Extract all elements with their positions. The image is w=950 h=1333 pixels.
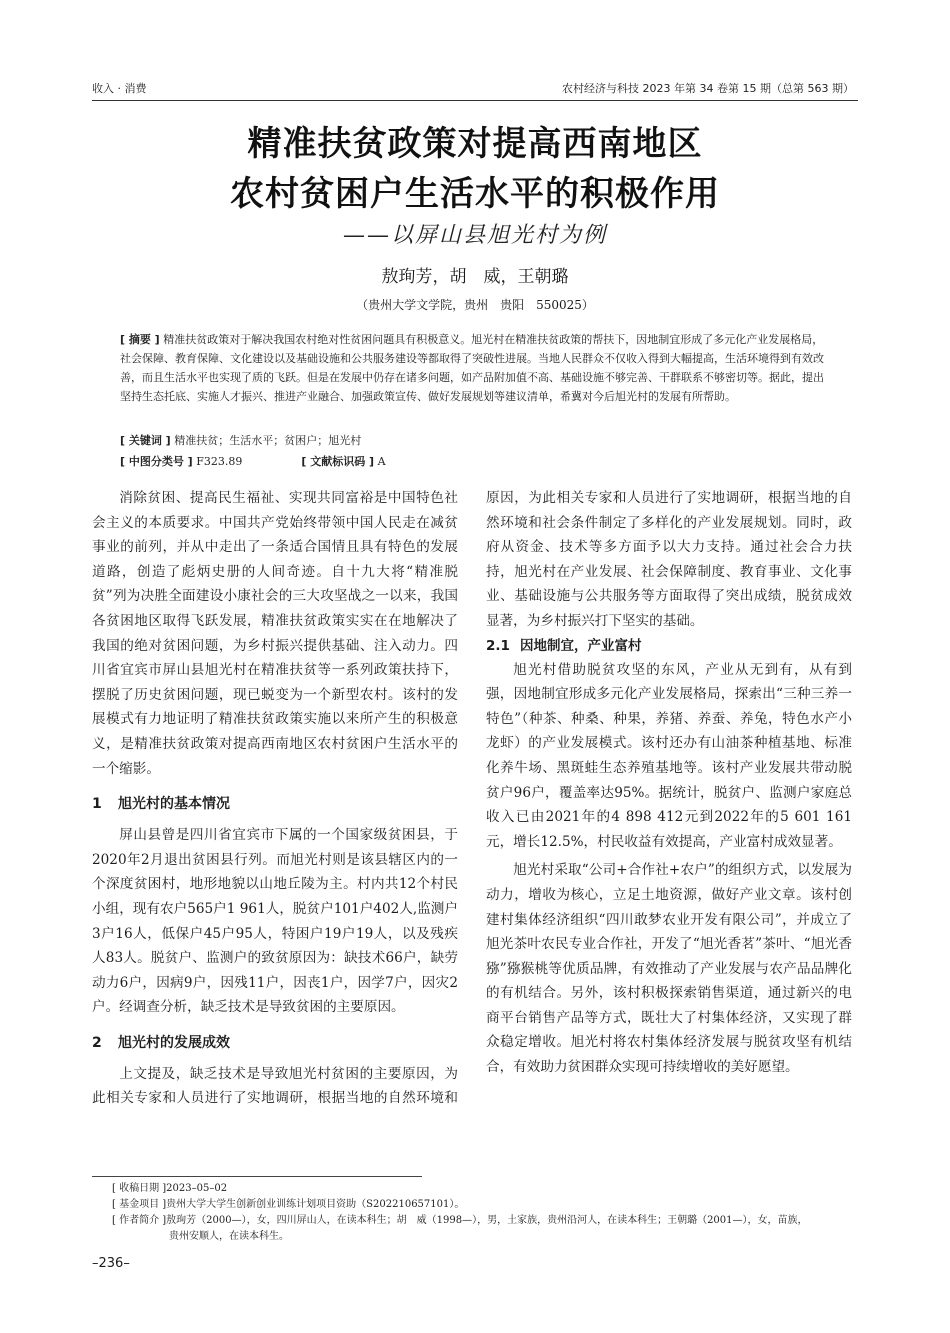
subsection-2-1-paragraph-2: 旭光村采取“公司+合作社+农户”的组织方式，以发展为动力，增收为核心，立足土地资源，做好产业文章。该村创建村集体经济组织“四川敢梦农业开发有限公司”，并成立了旭光茶叶农民专业合作社，开发了“旭光香茗”茶叶、“旭光香猕”猕猴桃等优质品牌，有效推动了产业发展与农产品品牌化的有机结合。另外，该村积极探索销售渠道，通过新兴的电商平台销售产品等方式，既壮大了村集体经济，又实现了群众稳定增收。旭光村将农村集体经济发展与脱贫攻坚有机结合，有效助力贫困群众实现可持续增收的美好愿望。 bbox=[486, 862, 852, 1076]
section-1-title: 旭光村的基本情况 bbox=[118, 796, 230, 813]
subsection-2-1-paragraph-1: 旭光村借助脱贫攻坚的东风，产业从无到有，从有到强，因地制宜形成多元化产业发展格局，探索出“三种三养一特色”（种茶、种桑、种果，养猪、养蚕、养兔，特色水产小龙虾）的产业发展模式。该村还办有山油茶种植基地、标准化养牛场、黑斑蛙生态养殖基地等。该村产业发展共带动脱贫户96户，覆盖率达95%。据统计，脱贫户、监测户家庭总收入已由2021年的4 898 412元到2022年的5 601 161元，增长12.5%，村民收益有效提高，产业富村成效显著。 bbox=[486, 661, 852, 850]
intro-paragraph: 消除贫困、提高民生福祉、实现共同富裕是中国特色社会主义的本质要求。中国共产党始终带领中国人民走在减贫事业的前列，并从中走出了一条适合国情且具有特色的发展道路，创造了彪炳史册的人间奇迹。自十九大将“精准脱贫”列为决胜全面建设小康社会的三大攻坚战之一以来，我国各贫困地区取得飞跃发展，精准扶贫政策实实在在地解决了我国的绝对贫困问题，为乡村振兴提供基础、注入动力。四川省宜宾市屏山县旭光村在精准扶贫等一系列政策扶持下，摆脱了历史贫困问题，现已蜕变为一个新型农村。该村的发展模式有力地证明了精准扶贫政策实施以来所产生的积极意义，是精准扶贫政策对提高西南地区农村贫困户生活水平的一个缩影。 bbox=[92, 490, 458, 777]
article-subtitle: ——以屏山县旭光村为例 bbox=[342, 223, 607, 248]
body-column-right bbox=[486, 486, 852, 1080]
keywords bbox=[120, 431, 832, 450]
received-label: [ 收稿日期 ] bbox=[112, 1183, 167, 1194]
abstract bbox=[120, 330, 832, 406]
section-1-number: 1 bbox=[92, 796, 102, 813]
received-date: 2023–05–02 bbox=[166, 1183, 228, 1194]
footnote-author bbox=[112, 1213, 862, 1245]
article-title-line1: 精准扶贫政策对提高西南地区 bbox=[247, 124, 703, 164]
abstract-text: 精准扶贫政策对于解决我国农村绝对性贫困问题具有积极意义。旭光村在精准扶贫政策的帮扶下，因地制宜形成了多元化产业发展格局，社会保障、教育保障、文化建设以及基础设施和公共服务建设等都取得了突破性进展。当地人民群众不仅收入得到大幅提高，生活环境得到有效改善，而且生活水平也实现了质的飞跃。但是在发展中仍存在诸多问题，如产品附加值不高、基础设施不够完善、干群联系不够密切等。据此，提出坚持生态托底、实施人才振兴、推进产业融合、加强政策宣传、做好发展规划等建议清单，希冀对今后旭光村的发展有所帮助。 bbox=[120, 333, 824, 403]
author-bio-line1: 敖珣芳（2000—），女，四川屏山人，在读本科生；胡 威（1998—），男，土家族，贵州沿河人，在读本科生；王朝璐（2001—），女，苗族， bbox=[166, 1215, 808, 1226]
abstract-label: [ 摘要 ] bbox=[120, 333, 160, 346]
section-2-number: 2 bbox=[92, 1034, 102, 1051]
clc-value: F323.89 bbox=[196, 455, 243, 468]
section-1-heading bbox=[92, 793, 458, 815]
page-number: –236– bbox=[92, 1256, 130, 1271]
section-1-paragraph: 屏山县曾是四川省宜宾市下属的一个国家级贫困县，于2020年2月退出贫困县行列。而旭光村则是该县辖区内的一个深度贫困村，地形地貌以山地丘陵为主。村内共12个村民小组，现有农户565户1 961人，脱贫户101户402人,监测户3户16人，低保户45户95人，特困户19户19人，以及残疾人83人。脱贫户、监测户的致贫原因为：缺技术66户，缺劳动力6户，因病9户，因残11户，因丧1户，因学7户，因灾2户。经调查分析，缺乏技术是导致贫困的主要原因。 bbox=[92, 827, 458, 1016]
footnote-received bbox=[112, 1181, 862, 1197]
authors: 敖珣芳，胡 威，王朝璐 bbox=[381, 267, 569, 287]
body-column-left bbox=[92, 486, 458, 1110]
section-2-paragraph-continued: 原因，为此相关专家和人员进行了实地调研，根据当地的自然环境和社会条件制定了多样化的产业发展规划。同时，政府从资金、技术等多方面予以大力支持。通过社会合力扶持，旭光村在产业发展、社会保障制度、教育事业、文化事业、基础设施与公共服务等方面取得了突出成绩，脱贫成效显著，为乡村振兴打下坚实的基础。 bbox=[486, 490, 852, 629]
running-header-section: 收入 · 消费 bbox=[92, 82, 147, 95]
section-2-paragraph: 上文提及，缺乏技术是导致旭光村贫困的主要原因，为此相关专家和人员进行了实地调研，根据当地的自然环境和 bbox=[92, 1065, 458, 1107]
footnote-rule bbox=[92, 1176, 422, 1177]
header-rule bbox=[92, 100, 858, 101]
clc-label: [ 中图分类号 ] bbox=[120, 455, 193, 468]
subsection-2-1-title: 因地制宜，产业富村 bbox=[520, 637, 642, 654]
doc-code-value: A bbox=[377, 455, 386, 468]
section-2-heading bbox=[92, 1032, 458, 1054]
fund-text: 贵州大学大学生创新创业训练计划项目资助（S202210657101）。 bbox=[166, 1199, 465, 1210]
keywords-text: 精准扶贫；生活水平；贫困户；旭光村 bbox=[174, 434, 362, 447]
footnote-fund bbox=[112, 1197, 862, 1213]
running-header-journal: 农村经济与科技 2023 年第 34 卷第 15 期（总第 563 期） bbox=[562, 82, 854, 95]
author-label: [ 作者简介 ] bbox=[112, 1215, 167, 1226]
keywords-label: [ 关键词 ] bbox=[120, 434, 171, 447]
doc-code-label: [ 文献标识码 ] bbox=[301, 455, 375, 468]
classification-line bbox=[120, 452, 832, 471]
article-title-line2: 农村贫困户生活水平的积极作用 bbox=[230, 174, 720, 214]
subsection-2-1-heading bbox=[486, 634, 852, 658]
section-2-title: 旭光村的发展成效 bbox=[118, 1034, 230, 1051]
author-bio-line2: 贵州安顺人，在读本科生。 bbox=[169, 1231, 289, 1242]
affiliation: （贵州大学文学院，贵州 贵阳 550025） bbox=[356, 298, 594, 312]
fund-label: [ 基金项目 ] bbox=[112, 1199, 167, 1210]
subsection-2-1-number: 2.1 bbox=[486, 637, 510, 654]
